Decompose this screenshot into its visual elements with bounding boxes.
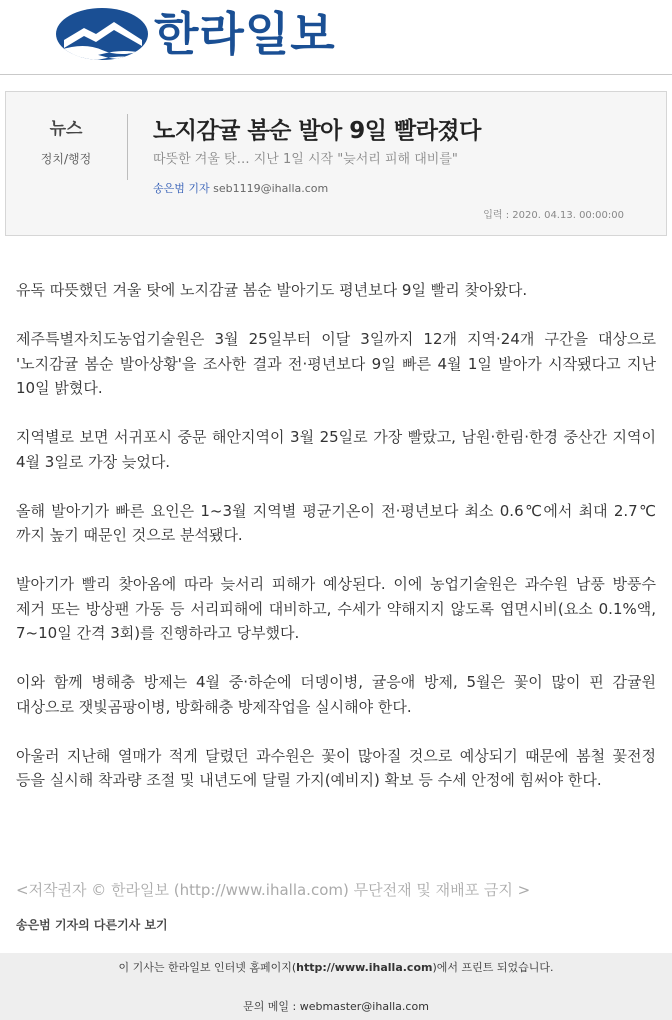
article-paragraph: 올해 발아기가 빠른 요인은 1~3월 지역별 평균기온이 전·평년보다 최소 0.6℃에서 최대 2.7℃까지 높기 때문인 것으로 분석됐다. xyxy=(16,501,656,544)
print-notice xyxy=(0,959,672,975)
reporter-name[interactable]: 송은범 기자 xyxy=(153,182,210,195)
halla-mountain-logo-icon[interactable] xyxy=(54,6,150,62)
print-notice-suffix: )에서 프린트 되었습니다. xyxy=(432,961,554,974)
subsection-name: 정치/행정 xyxy=(40,152,92,166)
copyright-notice: <저작권자 © 한라일보 (http://www.ihalla.com) 무단전재 및 재배포 금지 > xyxy=(16,881,531,899)
article-paragraph: 발아기가 빨리 찾아옴에 따라 늦서리 피해가 예상된다. 이에 농업기술원은 과수원 남풍 방풍수 제거 또는 방상팬 가동 등 서리피해에 대비하고, 수세가 약해지지 않도록 엽면시비(요소 0.1%액, 7~10일 간격 3회)를 진행하라고 당부했다. xyxy=(16,575,656,642)
article-paragraph: 제주특별자치도농업기술원은 3월 25일부터 이달 3일까지 12개 지역·24개 구간을 대상으로 '노지감귤 봄순 발아상황'을 조사한 결과 전·평년보다 9일 빠른 4월 1일 발아가 시작됐다고 지난 10일 밝혔다. xyxy=(16,330,656,397)
contact-email: 문의 메일 : webmaster@ihalla.com xyxy=(243,1000,429,1013)
byline xyxy=(153,180,328,196)
article-paragraph: 이와 함께 병해충 방제는 4월 중·하순에 더뎅이병, 귤응애 방제, 5월은 꽃이 많이 핀 감귤원 대상으로 잿빛곰팡이병, 방화해충 방제작업을 실시해야 한다. xyxy=(16,673,656,716)
section-divider xyxy=(127,114,128,180)
print-footer xyxy=(0,953,672,1020)
homepage-url[interactable]: http://www.ihalla.com xyxy=(296,961,433,974)
article-paragraph: 지역별로 보면 서귀포시 중문 해안지역이 3월 25일로 가장 빨랐고, 남원·한림·한경 중산간 지역이 4월 3일로 가장 늦었다. xyxy=(16,428,656,471)
print-notice-prefix: 이 기사는 한라일보 인터넷 홈페이지( xyxy=(118,961,297,974)
header-divider xyxy=(0,74,672,75)
more-articles-link[interactable]: 송은범 기자의 다른기사 보기 xyxy=(16,918,168,932)
article-paragraph: 유독 따뜻했던 겨울 탓에 노지감귤 봄순 발아기도 평년보다 9일 빨리 찾아왔다. xyxy=(16,281,528,299)
masthead xyxy=(0,0,672,76)
article-header xyxy=(5,91,667,236)
article-title: 노지감귤 봄순 발아 9일 빨라졌다 xyxy=(153,118,481,144)
article-subtitle: 따뜻한 겨울 탓… 지난 1일 시작 "늦서리 피해 대비를" xyxy=(153,152,458,167)
section-name: 뉴스 xyxy=(49,119,83,139)
brand-logo-text[interactable]: 한라일보 xyxy=(154,7,336,61)
article-body xyxy=(16,278,656,817)
reporter-email: seb1119@ihalla.com xyxy=(213,182,329,195)
article-paragraph: 아울러 지난해 열매가 적게 달렸던 과수원은 꽃이 많아질 것으로 예상되기 때문에 봄철 꽃전정 등을 실시해 착과량 조절 및 내년도에 달릴 가지(예비지) 확보 등 수세 안정에 힘써야 한다. xyxy=(16,746,656,789)
publish-date: 입력 : 2020. 04.13. 00:00:00 xyxy=(483,210,624,221)
